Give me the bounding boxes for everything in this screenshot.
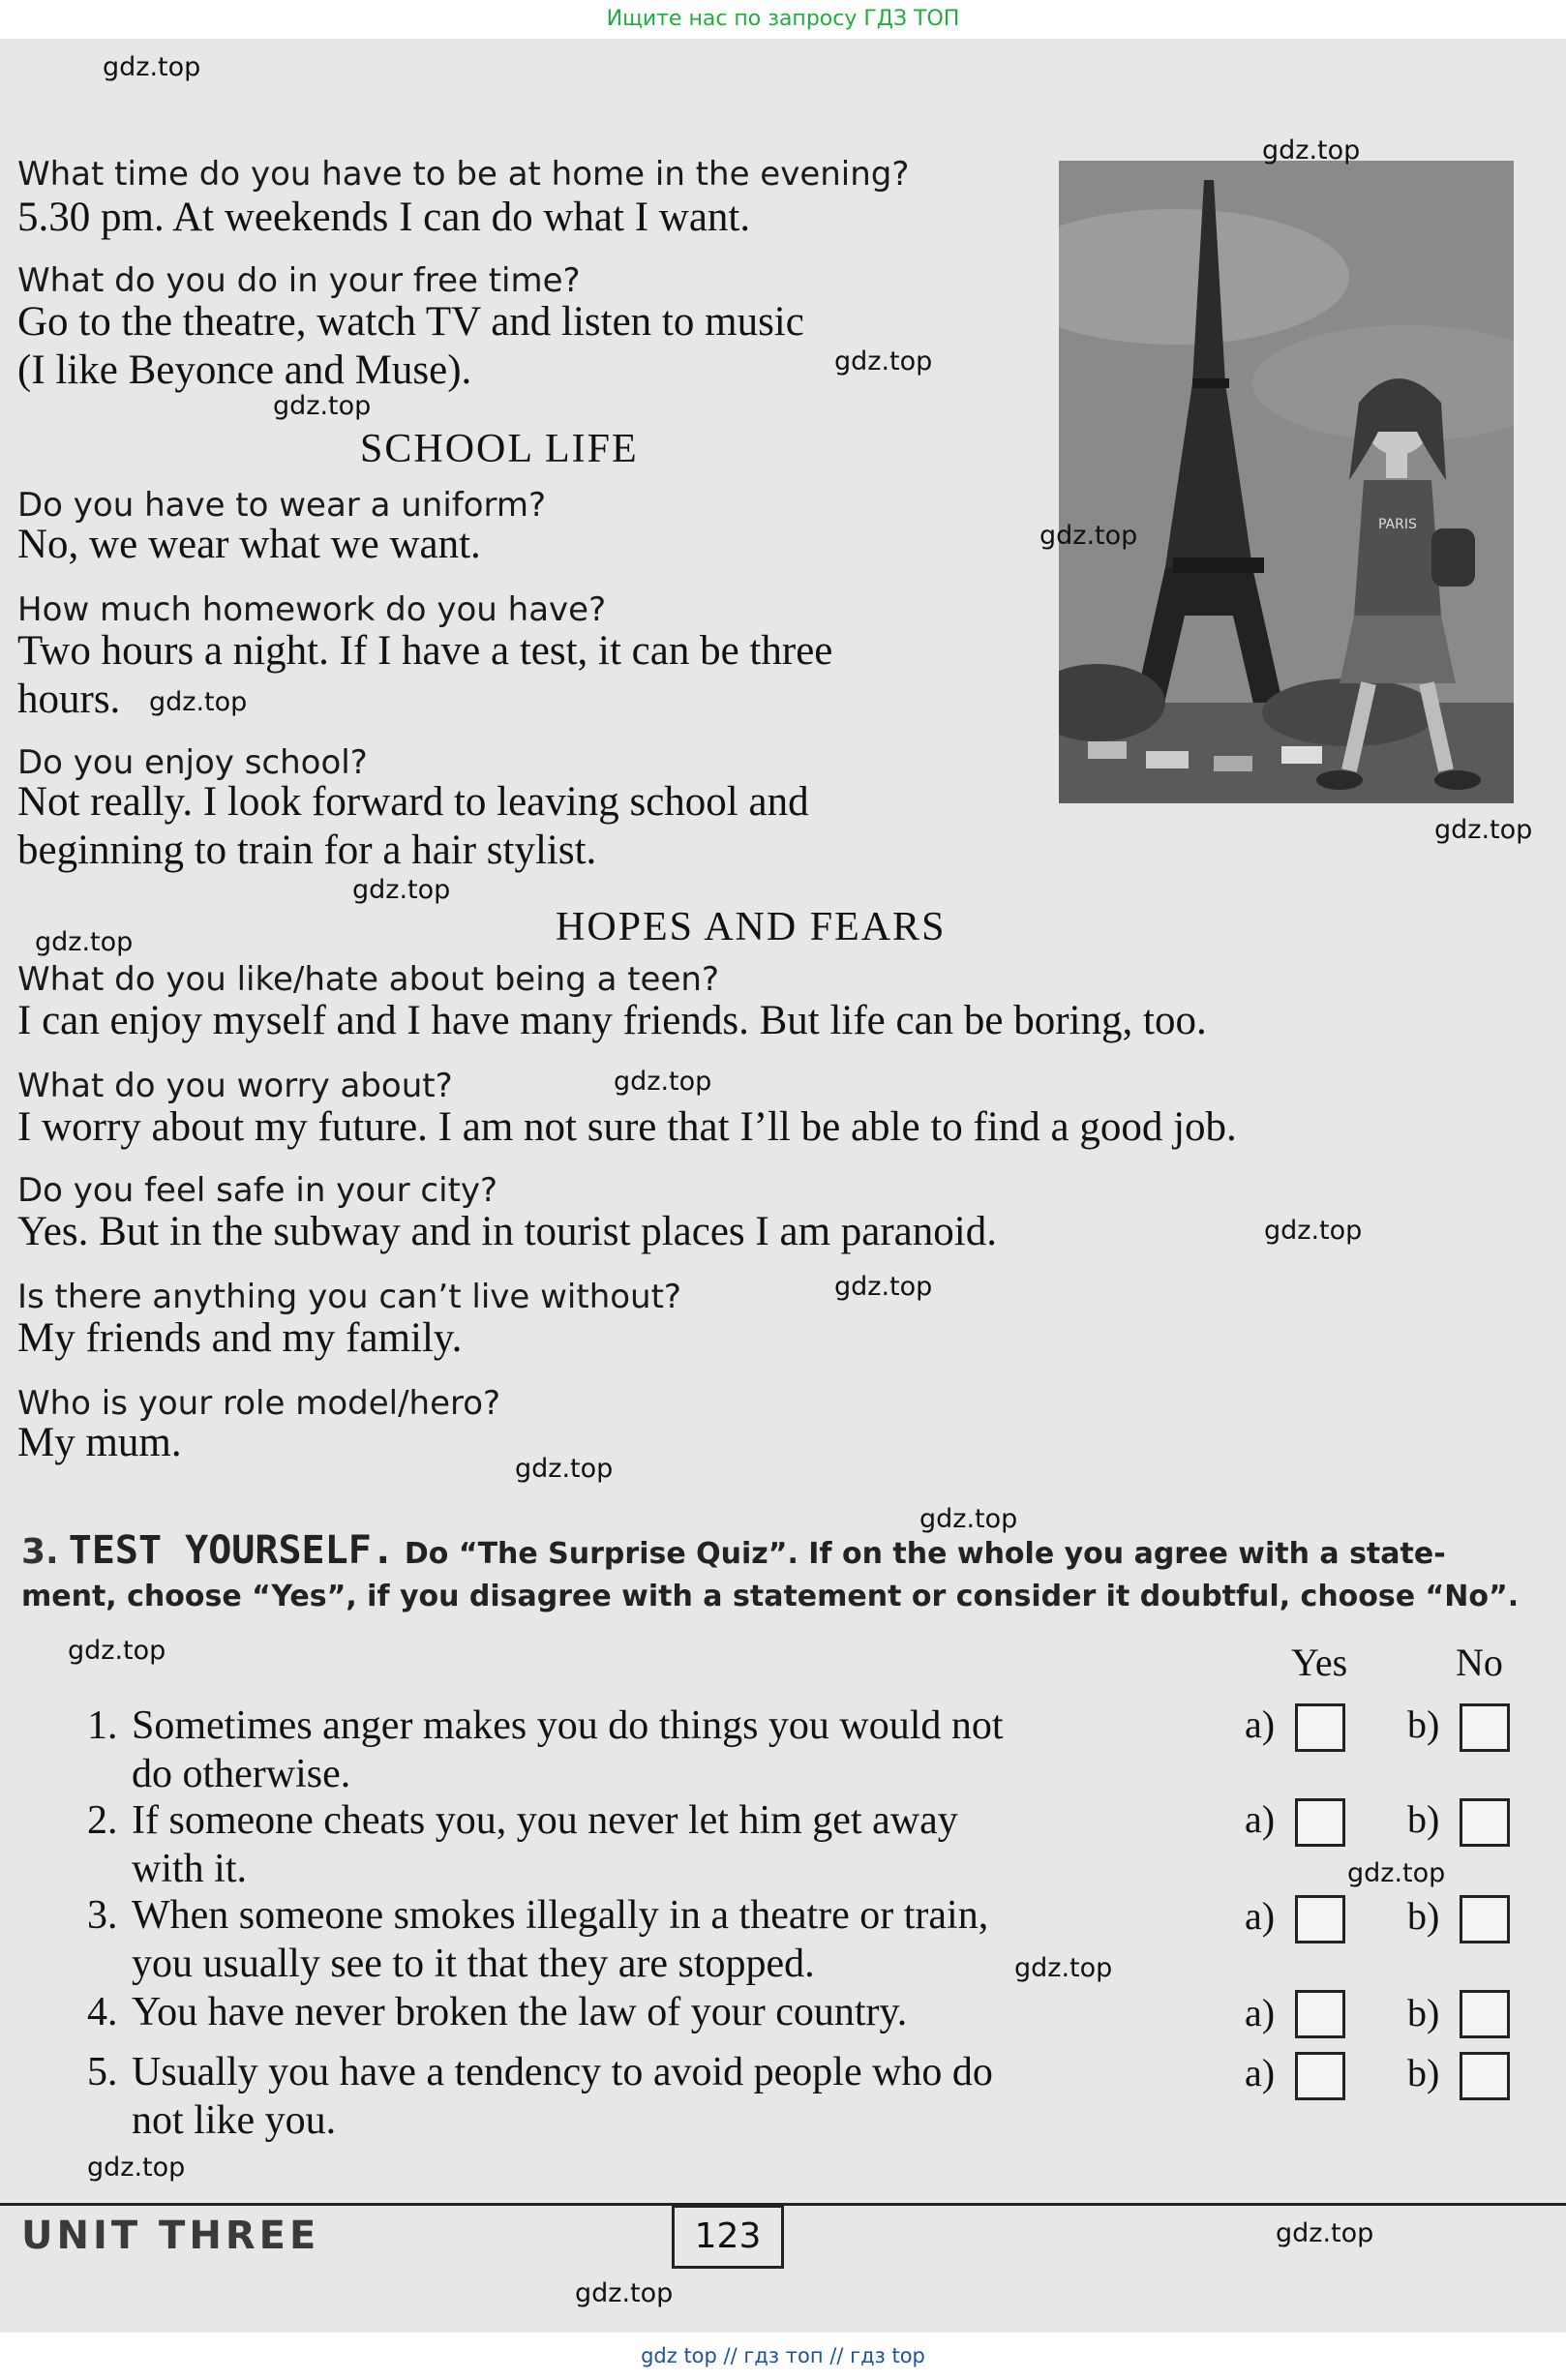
no-column-header: No (1456, 1641, 1503, 1684)
section-heading-hopes-and-fears: HOPES AND FEARS (556, 905, 947, 949)
quiz-item-2 (87, 1796, 1132, 1893)
question-4: How much homework do you have? (17, 590, 607, 629)
watermark: gdz.top (575, 2278, 674, 2308)
quiz-item-3 (87, 1891, 1132, 1988)
quiz-item-number: 2. (87, 1798, 118, 1843)
quiz-item-number: 3. (87, 1893, 118, 1938)
task-instruction-line-1: Do “The Surprise Quiz”. If on the whole you agree with a state- (404, 1537, 1446, 1571)
section-heading-school-life: SCHOOL LIFE (360, 427, 639, 471)
option-b-label-5: b) (1407, 2051, 1440, 2094)
answer-10: My mum. (17, 1420, 182, 1465)
question-3: Do you have to wear a uniform? (17, 486, 547, 525)
watermark: gdz.top (1014, 1953, 1113, 1983)
watermark: gdz.top (834, 346, 933, 377)
no-checkbox-1[interactable] (1460, 1703, 1510, 1752)
no-checkbox-3[interactable] (1460, 1895, 1510, 1943)
option-a-label-4: a) (1245, 1991, 1276, 2034)
quiz-item-text-line-2: you usually see to it that they are stopped. (132, 1942, 815, 1986)
quiz-item-number: 5. (87, 2050, 118, 2094)
watermark: gdz.top (515, 1454, 614, 1484)
question-5: Do you enjoy school? (17, 743, 368, 782)
quiz-item-text-line-1: When someone smokes illegally in a theatre or train, (132, 1893, 989, 1938)
option-b-label-1: b) (1407, 1702, 1440, 1746)
task-title: TEST YOURSELF. (68, 1528, 395, 1573)
yes-checkbox-1[interactable] (1295, 1703, 1345, 1752)
task-instructions (21, 1529, 1531, 1618)
quiz-item-number: 4. (87, 1990, 118, 2034)
quiz-item-number: 1. (87, 1703, 118, 1748)
quiz-item-1 (87, 1702, 1132, 1798)
watermark: gdz.top (834, 1272, 933, 1302)
quiz-item-text-line-1: If someone cheats you, you never let him get away (132, 1798, 958, 1843)
watermark: gdz.top (1262, 136, 1361, 166)
answer-2-line-1: Go to the theatre, watch TV and listen to music (17, 299, 804, 345)
yes-column-header: Yes (1291, 1641, 1348, 1684)
question-1: What time do you have to be at home in the evening? (17, 155, 910, 194)
quiz-item-text-line-1: You have never broken the law of your country. (132, 1990, 908, 2034)
option-b-label-2: b) (1407, 1797, 1440, 1841)
task-instruction-line-2: ment, choose “Yes”, if you disagree with a statement or consider it doubtful, choose “No”. (21, 1580, 1520, 1613)
yes-checkbox-4[interactable] (1295, 1990, 1345, 2038)
watermark: gdz.top (35, 927, 134, 957)
bottom-banner[interactable]: gdz top // гдз топ // гдз top (641, 2344, 925, 2367)
option-a-label-2: a) (1245, 1797, 1276, 1841)
watermark: gdz.top (1039, 521, 1138, 551)
answer-1: 5.30 pm. At weekends I can do what I want. (17, 195, 751, 240)
no-checkbox-5[interactable] (1460, 2052, 1510, 2100)
watermark: gdz.top (614, 1067, 712, 1097)
question-2: What do you do in your free time? (17, 261, 581, 300)
question-9: Is there anything you can’t live without? (17, 1278, 681, 1316)
yes-checkbox-3[interactable] (1295, 1895, 1345, 1943)
answer-2-line-2: (I like Beyonce and Muse). (17, 347, 472, 393)
option-b-label-3: b) (1407, 1894, 1440, 1938)
option-b-label-4: b) (1407, 1991, 1440, 2034)
option-a-label-3: a) (1245, 1894, 1276, 1938)
page-number: 123 (672, 2205, 784, 2269)
svg-text:PARIS: PARIS (1378, 517, 1417, 532)
yes-checkbox-5[interactable] (1295, 2052, 1345, 2100)
watermark: gdz.top (103, 52, 201, 82)
quiz-item-5 (87, 2048, 1132, 2145)
answer-5-line-1: Not really. I look forward to leaving school and (17, 779, 809, 825)
watermark: gdz.top (1264, 1216, 1363, 1246)
no-checkbox-4[interactable] (1460, 1990, 1510, 2038)
answer-5-line-2: beginning to train for a hair stylist. (17, 828, 597, 873)
watermark: gdz.top (919, 1504, 1018, 1534)
unit-label: UNIT THREE (21, 2214, 320, 2258)
option-a-label-5: a) (1245, 2051, 1276, 2094)
quiz-item-text-line-1: Usually you have a tendency to avoid people who do (132, 2050, 993, 2094)
task-number: 3. (21, 1532, 59, 1572)
watermark: gdz.top (68, 1636, 166, 1666)
quiz-item-text-line-2: not like you. (132, 2098, 337, 2143)
watermark: gdz.top (273, 391, 372, 421)
option-a-label-1: a) (1245, 1702, 1276, 1746)
answer-4-line-1: Two hours a night. If I have a test, it can be three (17, 628, 833, 674)
answer-3: No, we wear what we want. (17, 522, 481, 567)
no-checkbox-2[interactable] (1460, 1798, 1510, 1847)
quiz-item-text-line-1: Sometimes anger makes you do things you would not (132, 1703, 1004, 1748)
answer-8: Yes. But in the subway and in tourist places I am paranoid. (17, 1209, 997, 1254)
watermark: gdz.top (149, 687, 248, 717)
question-7: What do you worry about? (17, 1067, 453, 1105)
quiz-item-text-line-2: with it. (132, 1847, 248, 1891)
watermark: gdz.top (352, 875, 451, 905)
answer-9: My friends and my family. (17, 1315, 463, 1361)
watermark: gdz.top (1347, 1858, 1446, 1888)
textbook-page (0, 39, 1566, 2333)
watermark: gdz.top (1276, 2218, 1374, 2248)
quiz-item-text-line-2: do otherwise. (132, 1752, 351, 1796)
question-6: What do you like/hate about being a teen? (17, 960, 719, 999)
yes-checkbox-2[interactable] (1295, 1798, 1345, 1847)
eiffel-tower-illustration (1059, 161, 1514, 803)
question-10: Who is your role model/hero? (17, 1384, 501, 1423)
answer-6: I can enjoy myself and I have many friends. But life can be boring, too. (17, 998, 1207, 1043)
watermark: gdz.top (87, 2153, 186, 2183)
watermark: gdz.top (1434, 815, 1533, 845)
quiz-item-4 (87, 1988, 1132, 2036)
answer-7: I worry about my future. I am not sure that I’ll be able to find a good job. (17, 1104, 1237, 1150)
answer-4-line-2: hours. (17, 677, 121, 722)
top-banner[interactable]: Ищите нас по запросу ГДЗ ТОП (606, 7, 960, 31)
question-8: Do you feel safe in your city? (17, 1171, 498, 1210)
eiffel-tower-photo (1059, 161, 1514, 803)
